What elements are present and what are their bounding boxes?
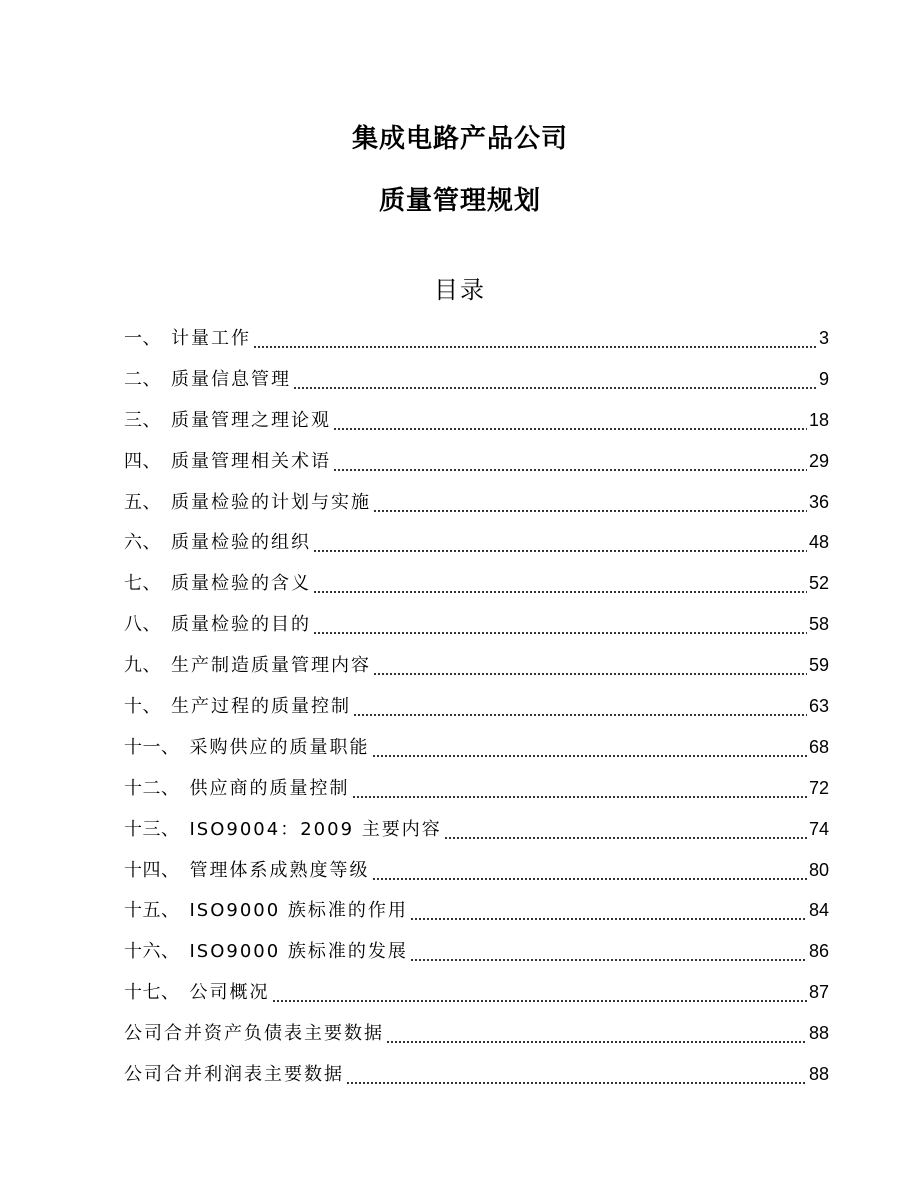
toc-entry[interactable] (124, 813, 829, 854)
toc-entry-number: 十三、 (124, 818, 180, 840)
toc-entry[interactable] (124, 486, 829, 527)
toc-dot-leader (373, 491, 807, 513)
toc-entry-number: 十四、 (124, 859, 180, 881)
toc-dot-leader (253, 327, 817, 349)
toc-entry-page: 29 (808, 450, 829, 471)
toc-dot-leader (410, 940, 807, 962)
toc-dot-leader (333, 450, 807, 472)
toc-dot-leader (386, 1022, 807, 1044)
toc-dot-leader (313, 572, 807, 594)
toc-dot-leader (313, 531, 807, 553)
table-of-contents (124, 322, 829, 1099)
toc-entry-number: 四、 (124, 450, 161, 472)
toc-entry-page: 74 (808, 818, 829, 839)
toc-entry-title: ISO9000 族标准的作用 (189, 900, 408, 922)
toc-entry-page: 36 (808, 491, 829, 512)
toc-dot-leader (372, 736, 807, 758)
toc-entry-page: 3 (818, 328, 829, 348)
toc-entry-number: 十五、 (124, 900, 180, 922)
toc-entry[interactable] (124, 854, 829, 895)
toc-entry[interactable] (124, 1058, 829, 1099)
toc-entry-page: 88 (808, 1023, 829, 1044)
toc-entry-page: 9 (818, 368, 829, 389)
toc-dot-leader (353, 695, 807, 717)
toc-entry-number: 十二、 (124, 777, 180, 799)
toc-dot-leader (293, 368, 817, 390)
toc-entry[interactable] (124, 976, 829, 1017)
toc-entry-page: 18 (808, 409, 829, 430)
toc-entry-title: 质量检验的含义 (171, 573, 311, 595)
toc-entry-number: 十六、 (124, 941, 180, 963)
document-title: 集成电路产品公司 (351, 124, 568, 154)
toc-entry-title: 公司合并资产负债表主要数据 (124, 1023, 384, 1045)
toc-entry[interactable] (124, 567, 829, 608)
toc-entry-title: 公司概况 (189, 982, 270, 1004)
toc-entry-page: 84 (808, 900, 829, 921)
toc-entry-page: 68 (808, 736, 829, 757)
toc-entry-title: 采购供应的质量职能 (189, 736, 370, 758)
toc-entry-title: 质量检验的组织 (171, 532, 311, 554)
toc-entry-title: ISO9000 族标准的发展 (189, 941, 408, 963)
toc-entry-number: 八、 (124, 614, 161, 636)
toc-entry-page: 86 (808, 941, 829, 962)
toc-entry-page: 72 (808, 777, 829, 798)
toc-entry-number: 九、 (124, 655, 161, 677)
toc-entry-number: 七、 (124, 573, 161, 595)
toc-entry-title: 生产过程的质量控制 (171, 696, 351, 718)
toc-entry[interactable] (124, 363, 829, 404)
toc-entry[interactable] (124, 772, 829, 813)
toc-dot-leader (444, 818, 807, 840)
toc-dot-leader (410, 899, 807, 921)
toc-entry-page: 88 (808, 1064, 829, 1085)
toc-entry-number: 十、 (124, 696, 161, 718)
toc-entry-page: 58 (808, 614, 829, 635)
document-subtitle: 质量管理规划 (378, 186, 541, 216)
toc-entry-title: ISO9004：2009 主要内容 (189, 818, 442, 840)
toc-entry-title: 生产制造质量管理内容 (171, 655, 371, 677)
toc-entry-number: 一、 (124, 328, 161, 349)
toc-entry-page: 48 (808, 532, 829, 553)
toc-entry-number: 二、 (124, 368, 161, 390)
toc-entry-title: 供应商的质量控制 (189, 777, 350, 799)
toc-entry[interactable] (124, 445, 829, 486)
toc-entry-page: 59 (808, 655, 829, 676)
toc-entry-page: 52 (808, 573, 829, 594)
toc-entry[interactable] (124, 1017, 829, 1058)
toc-entry-title: 公司合并利润表主要数据 (124, 1064, 344, 1086)
toc-entry[interactable] (124, 404, 829, 445)
toc-entry[interactable] (124, 894, 829, 935)
toc-entry[interactable] (124, 731, 829, 772)
toc-dot-leader (333, 409, 807, 431)
toc-entry[interactable] (124, 935, 829, 976)
toc-entry-number: 三、 (124, 409, 161, 431)
toc-entry-title: 计量工作 (171, 328, 251, 349)
toc-dot-leader (352, 777, 807, 799)
toc-entry-title: 质量信息管理 (171, 368, 291, 390)
toc-entry-number: 五、 (124, 491, 161, 513)
toc-dot-leader (373, 654, 807, 676)
toc-dot-leader (313, 613, 807, 635)
toc-dot-leader (346, 1063, 807, 1085)
toc-entry-page: 87 (808, 982, 829, 1003)
toc-dot-leader (272, 981, 807, 1003)
toc-entry[interactable] (124, 649, 829, 690)
toc-entry[interactable] (124, 690, 829, 731)
toc-entry-number: 六、 (124, 532, 161, 554)
toc-heading: 目录 (434, 276, 486, 304)
toc-entry-page: 80 (808, 859, 829, 880)
toc-entry-title: 质量管理之理论观 (171, 409, 331, 431)
toc-entry-title: 管理体系成熟度等级 (189, 859, 370, 881)
toc-entry-title: 质量管理相关术语 (171, 450, 331, 472)
toc-entry-title: 质量检验的计划与实施 (171, 491, 371, 513)
toc-entry[interactable] (124, 322, 829, 363)
toc-entry-number: 十一、 (124, 736, 180, 758)
toc-entry-number: 十七、 (124, 982, 180, 1004)
toc-entry-page: 63 (808, 696, 829, 717)
toc-entry[interactable] (124, 526, 829, 567)
toc-entry-title: 质量检验的目的 (171, 614, 311, 636)
toc-entry[interactable] (124, 608, 829, 649)
toc-dot-leader (372, 859, 807, 881)
